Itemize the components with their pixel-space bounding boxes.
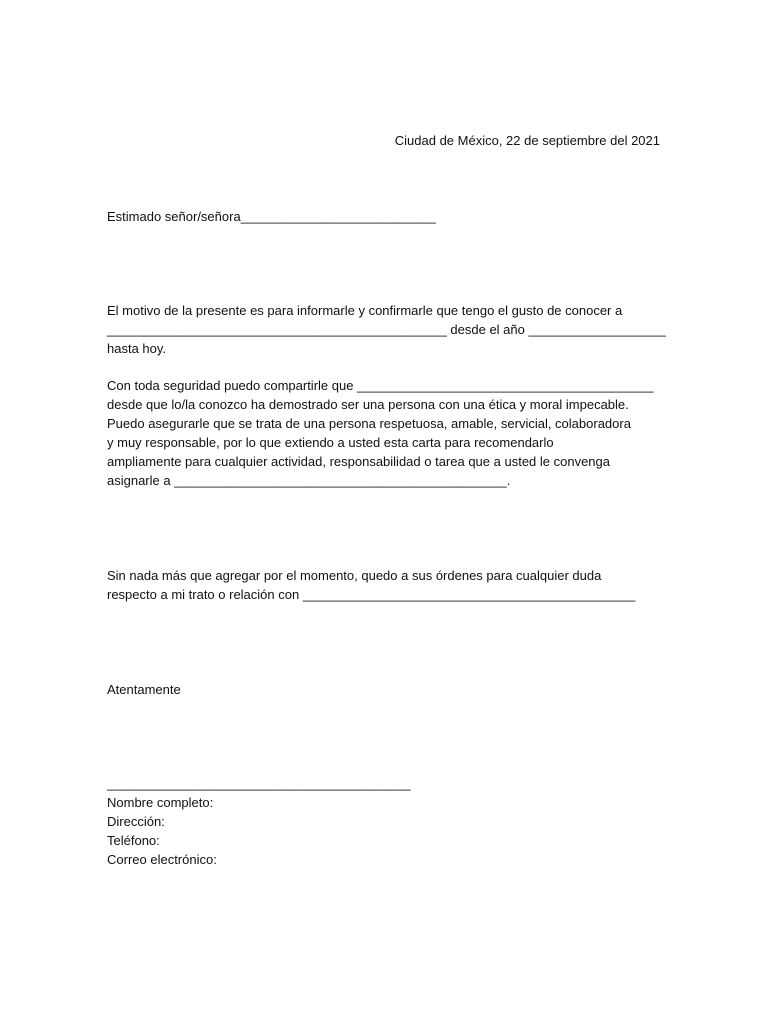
field-address: Dirección: [107,814,165,829]
paragraph2-line5: ampliamente para cualquier actividad, responsabilidad o tarea que a usted le convenga [107,454,610,469]
date-line: Ciudad de México, 22 de septiembre del 2021 [394,133,660,148]
field-name: Nombre completo: [107,795,214,810]
paragraph3-line1: Sin nada más que agregar por el momento, quedo a sus órdenes para cualquier duda [107,568,602,583]
paragraph1-line3: hasta hoy. [107,341,167,356]
closing: Atentamente [107,682,181,697]
paragraph2-line1: Con toda seguridad puedo compartirle que _________________________________________ [107,378,654,393]
paragraph2-line3: Puedo asegurarle que se trata de una persona respetuosa, amable, servicial, colaboradora [107,416,631,431]
signature-line: __________________________________________ [107,776,411,791]
salutation: Estimado señor/señora___________________________ [107,209,436,224]
paragraph1-line1: El motivo de la presente es para informarle y confirmarle que tengo el gusto de conocer a [107,303,623,318]
field-phone: Teléfono: [107,833,160,848]
field-email: Correo electrónico: [107,852,217,867]
paragraph3-line2: respecto a mi trato o relación con ______________________________________________ [107,587,636,602]
paragraph1-line2: _______________________________________________ desde el año ___________________ [107,322,666,337]
paragraph2-line4: y muy responsable, por lo que extiendo a usted esta carta para recomendarlo [107,435,554,450]
paragraph2-line2: desde que lo/la conozco ha demostrado ser una persona con una ética y moral impecable. [107,397,629,412]
paragraph2-line6: asignarle a ______________________________________________. [107,473,511,488]
